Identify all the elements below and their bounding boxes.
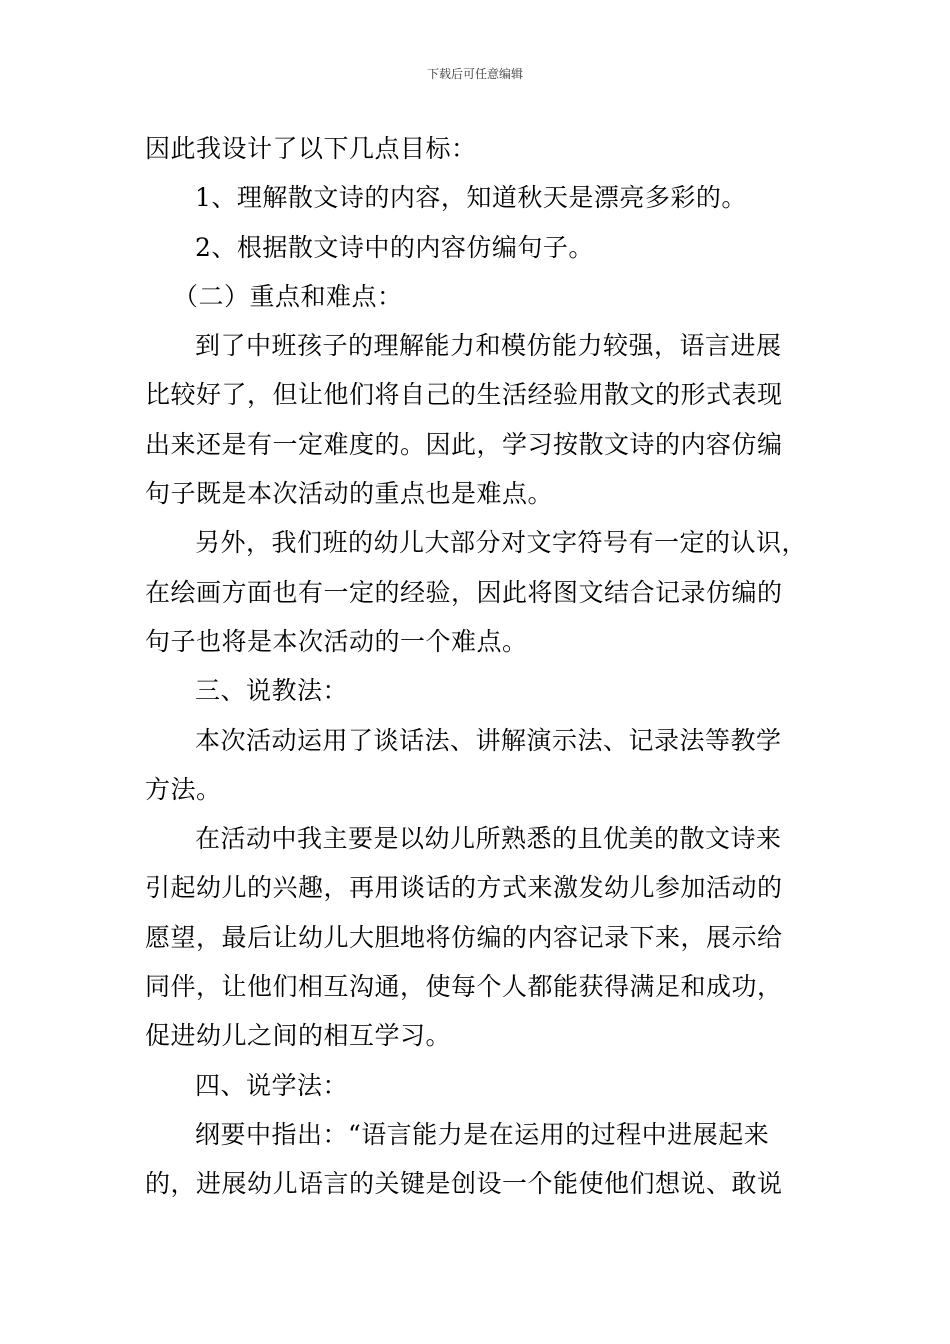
section-heading-learning-methods: 四、说学法： — [195, 1070, 349, 1100]
paragraph-line: 比较好了，但让他们将自己的生活经验用散文的形式表现 — [145, 380, 783, 410]
paragraph-line: 同伴，让他们相互沟通，使每个人都能获得满足和成功， — [145, 972, 783, 1002]
list-item-goal-1: 1、理解散文诗的内容，知道秋天是漂亮多彩的。 — [195, 183, 747, 213]
paragraph-line: 愿望，最后让幼儿大胆地将仿编的内容记录下来，展示给 — [145, 922, 783, 952]
document-body — [145, 124, 825, 1209]
paragraph-line: 另外，我们班的幼儿大部分对文字符号有一定的认识， — [195, 528, 808, 558]
paragraph-line: 促进幼儿之间的相互学习。 — [145, 1021, 452, 1051]
paragraph-line: 的，进展幼儿语言的关键是创设一个能使他们想说、敢说 — [145, 1169, 783, 1199]
paragraph-line: 因此我设计了以下几点目标： — [145, 134, 477, 163]
section-heading-key-points: （二）重点和难点： — [173, 281, 403, 311]
page-header: 下载后可任意编辑 — [426, 67, 523, 81]
section-heading-teaching-methods: 三、说教法： — [195, 676, 349, 706]
paragraph-line: 本次活动运用了谈话法、讲解演示法、记录法等教学 — [195, 725, 782, 755]
paragraph-line: 到了中班孩子的理解能力和模仿能力较强，语言进展 — [195, 331, 782, 361]
paragraph-line: 引起幼儿的兴趣，再用谈话的方式来激发幼儿参加活动的 — [145, 873, 783, 903]
paragraph-line: 纲要中指出：“语言能力是在运用的过程中进展起来 — [195, 1119, 770, 1149]
list-item-goal-2: 2、根据散文诗中的内容仿编句子。 — [195, 232, 594, 262]
paragraph-line: 在活动中我主要是以幼儿所熟悉的且优美的散文诗来 — [195, 824, 782, 854]
paragraph-line: 句子既是本次活动的重点也是难点。 — [145, 479, 554, 509]
paragraph-line: 方法。 — [145, 774, 222, 804]
paragraph-line: 在绘画方面也有一定的经验，因此将图文结合记录仿编的 — [145, 577, 783, 607]
paragraph-line: 出来还是有一定难度的。因此，学习按散文诗的内容仿编 — [145, 429, 783, 459]
paragraph-line: 句子也将是本次活动的一个难点。 — [145, 626, 528, 656]
